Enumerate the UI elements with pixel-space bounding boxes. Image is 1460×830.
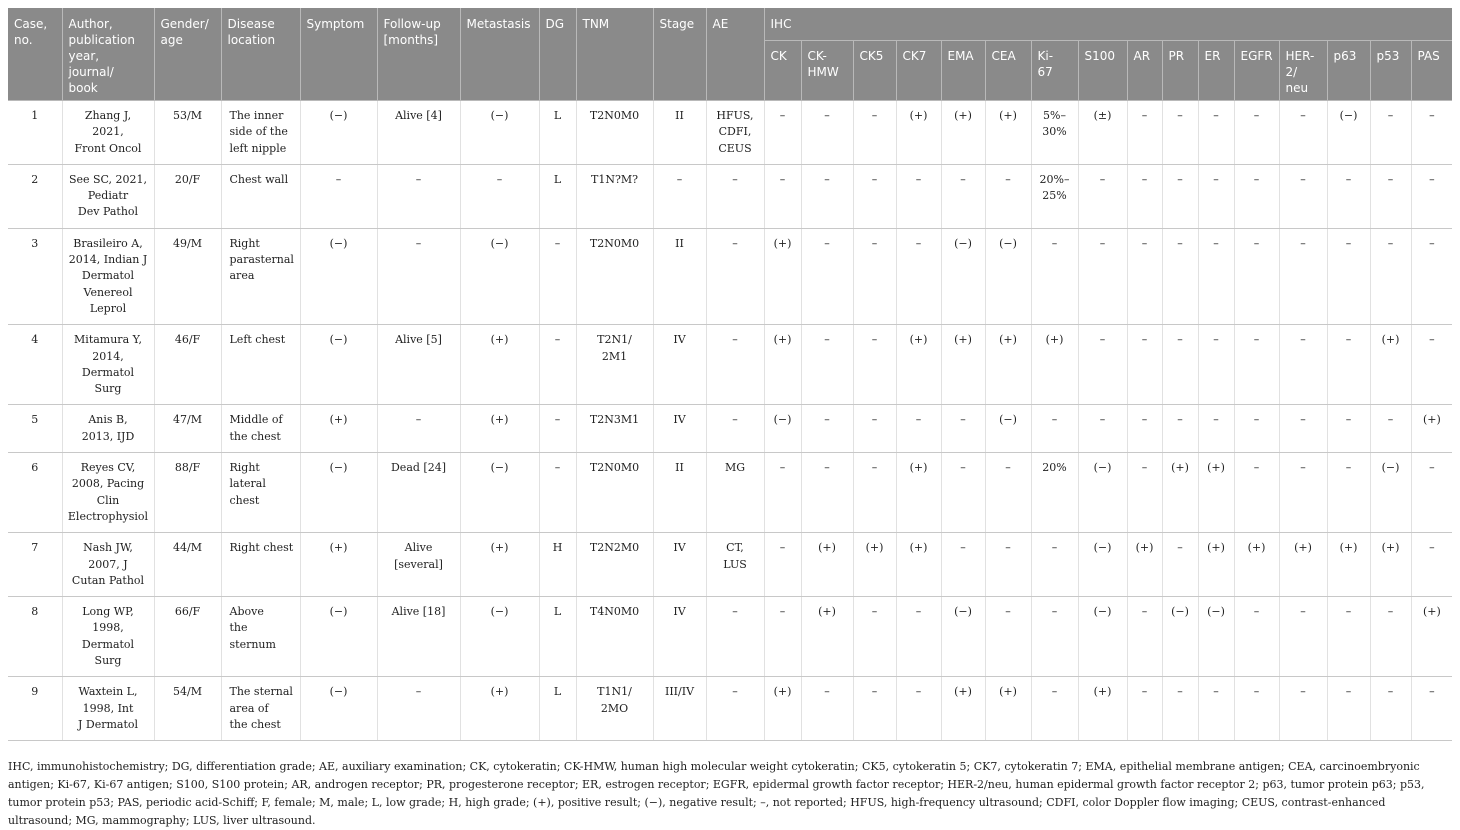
- cell-ihc-pr: –: [1162, 101, 1198, 165]
- cell-ihc-ar: –: [1127, 677, 1162, 741]
- cell-ihc-er: –: [1198, 228, 1234, 324]
- cell-ihc-her2neu: –: [1279, 453, 1327, 533]
- column-header-ihc-er: ER: [1198, 41, 1234, 101]
- cell-ihc-p63: –: [1327, 325, 1370, 405]
- cell-author: Brasileiro A, 2014, Indian J Dermatol Venereol Leprol: [62, 228, 154, 324]
- cell-ihc-pr: –: [1162, 533, 1198, 597]
- column-header-ihc-cea: CEA: [985, 41, 1031, 101]
- cell-dg: –: [539, 453, 576, 533]
- cell-ihc-ki67: –: [1031, 597, 1078, 677]
- cell-location: The inner side of the left nipple: [221, 101, 300, 165]
- cell-metastasis: (−): [460, 597, 539, 677]
- cell-ihc-p63: –: [1327, 164, 1370, 228]
- column-header-author: Author, publication year, journal/ book: [62, 8, 154, 101]
- cell-ihc-ckhmw: –: [801, 325, 853, 405]
- cell-case: 8: [8, 597, 62, 677]
- cell-location: Middle of the chest: [221, 405, 300, 453]
- cell-ihc-her2neu: –: [1279, 597, 1327, 677]
- cell-ihc-ckhmw: (+): [801, 533, 853, 597]
- cell-ihc-ema: –: [941, 405, 985, 453]
- table-row: [8, 677, 1452, 741]
- cell-ihc-ck7: (+): [896, 533, 941, 597]
- cell-dg: L: [539, 597, 576, 677]
- column-header-symptom: Symptom: [300, 8, 377, 101]
- cell-ihc-ck5: (+): [853, 533, 896, 597]
- cell-dg: L: [539, 101, 576, 165]
- cell-symptom: (−): [300, 325, 377, 405]
- cell-metastasis: (+): [460, 405, 539, 453]
- cell-case: 6: [8, 453, 62, 533]
- cell-ihc-ema: (+): [941, 677, 985, 741]
- table-footnote: IHC, immunohistochemistry; DG, differentiation grade; AE, auxiliary examination; CK, cytokeratin; CK-HMW, human high molecular weight cytokeratin; CK5, cytokeratin 5; CK7, cytokeratin 7; EMA, epithelial membrane antigen; CEA, carcinoembryonic antigen; Ki-67, Ki-67 antigen; S100, S100 protein; AR, androgen receptor; PR, progesterone receptor; ER, estrogen receptor; EGFR, epidermal growth factor receptor; HER-2/neu, human epidermal growth factor receptor 2; p63, tumor protein p63; p53, tumor protein p53; PAS, periodic acid-Schiff; F, female; M, male; L, low grade; H, high grade; (+), positive result; (−), negative result; –, not reported; HFUS, high-frequency ultrasound; CDFI, color Doppler flow imaging; CEUS, contrast-enhanced ultrasound; MG, mammography; LUS, liver ultrasound.: [8, 760, 1425, 827]
- cell-ihc-pr: –: [1162, 228, 1198, 324]
- cell-followup: Alive [several]: [377, 533, 460, 597]
- cell-ihc-p63: –: [1327, 677, 1370, 741]
- cell-ihc-pas: –: [1411, 325, 1452, 405]
- cell-ihc-p63: –: [1327, 597, 1370, 677]
- cell-ihc-egfr: –: [1234, 677, 1279, 741]
- cell-ihc-her2neu: –: [1279, 405, 1327, 453]
- cell-ihc-ck7: –: [896, 405, 941, 453]
- cell-ihc-s100: –: [1078, 164, 1127, 228]
- cell-ihc-ck5: –: [853, 228, 896, 324]
- cell-ihc-ck: –: [764, 164, 801, 228]
- cell-followup: –: [377, 164, 460, 228]
- cell-ihc-pr: –: [1162, 405, 1198, 453]
- column-header-ihc-ema: EMA: [941, 41, 985, 101]
- cell-ihc-p53: –: [1370, 228, 1411, 324]
- cell-ihc-her2neu: (+): [1279, 533, 1327, 597]
- column-header-tnm: TNM: [576, 8, 653, 101]
- cell-stage: –: [653, 164, 706, 228]
- cell-ihc-ar: –: [1127, 101, 1162, 165]
- column-header-ihc-pr: PR: [1162, 41, 1198, 101]
- cell-location: The sternal area of the chest: [221, 677, 300, 741]
- cell-ihc-ema: –: [941, 164, 985, 228]
- cell-ihc-ck5: –: [853, 405, 896, 453]
- cell-ihc-er: –: [1198, 164, 1234, 228]
- cell-ihc-s100: (±): [1078, 101, 1127, 165]
- cell-gender: 88/F: [154, 453, 221, 533]
- cell-author: Anis B, 2013, IJD: [62, 405, 154, 453]
- column-header-dg: DG: [539, 8, 576, 101]
- cell-symptom: (−): [300, 453, 377, 533]
- cell-ihc-ar: –: [1127, 325, 1162, 405]
- cell-gender: 47/M: [154, 405, 221, 453]
- cell-author: Zhang J, 2021, Front Oncol: [62, 101, 154, 165]
- cell-case: 9: [8, 677, 62, 741]
- cell-ihc-ki67: –: [1031, 405, 1078, 453]
- cell-ihc-egfr: –: [1234, 325, 1279, 405]
- cell-gender: 66/F: [154, 597, 221, 677]
- table-body: [8, 101, 1452, 741]
- cell-ihc-cea: –: [985, 164, 1031, 228]
- table-container: [8, 8, 1452, 741]
- cell-ihc-p53: –: [1370, 597, 1411, 677]
- table-row: [8, 228, 1452, 324]
- cell-ae: MG: [706, 453, 764, 533]
- cell-gender: 54/M: [154, 677, 221, 741]
- cell-ihc-ck: (+): [764, 228, 801, 324]
- cell-ihc-s100: (+): [1078, 677, 1127, 741]
- cell-metastasis: (−): [460, 228, 539, 324]
- cell-ae: –: [706, 677, 764, 741]
- case-summary-table: [8, 8, 1452, 741]
- cell-ihc-ck5: –: [853, 677, 896, 741]
- cell-ihc-er: (+): [1198, 533, 1234, 597]
- cell-case: 3: [8, 228, 62, 324]
- cell-ihc-ar: –: [1127, 405, 1162, 453]
- cell-ihc-ckhmw: (+): [801, 597, 853, 677]
- cell-ihc-ck: (−): [764, 405, 801, 453]
- cell-ihc-egfr: –: [1234, 101, 1279, 165]
- cell-dg: –: [539, 405, 576, 453]
- cell-ihc-er: –: [1198, 101, 1234, 165]
- cell-author: See SC, 2021, Pediatr Dev Pathol: [62, 164, 154, 228]
- cell-ihc-ki67: –: [1031, 228, 1078, 324]
- cell-ihc-ck7: (+): [896, 101, 941, 165]
- cell-dg: –: [539, 325, 576, 405]
- cell-ihc-pr: (−): [1162, 597, 1198, 677]
- cell-symptom: –: [300, 164, 377, 228]
- column-header-ihc-p53: p53: [1370, 41, 1411, 101]
- table-row: [8, 405, 1452, 453]
- cell-ihc-ck: –: [764, 533, 801, 597]
- table-row: [8, 453, 1452, 533]
- cell-ihc-her2neu: –: [1279, 325, 1327, 405]
- cell-ihc-cea: (−): [985, 405, 1031, 453]
- cell-author: Waxtein L, 1998, Int J Dermatol: [62, 677, 154, 741]
- cell-ihc-egfr: (+): [1234, 533, 1279, 597]
- cell-dg: L: [539, 164, 576, 228]
- column-header-ihc-her2neu: HER- 2/ neu: [1279, 41, 1327, 101]
- cell-ihc-p63: –: [1327, 228, 1370, 324]
- cell-ihc-p63: –: [1327, 405, 1370, 453]
- cell-ihc-egfr: –: [1234, 405, 1279, 453]
- cell-ihc-ck7: –: [896, 228, 941, 324]
- cell-ihc-s100: –: [1078, 325, 1127, 405]
- cell-ihc-s100: (−): [1078, 453, 1127, 533]
- cell-ihc-s100: –: [1078, 228, 1127, 324]
- cell-followup: Dead [24]: [377, 453, 460, 533]
- cell-followup: Alive [5]: [377, 325, 460, 405]
- cell-ihc-ar: (+): [1127, 533, 1162, 597]
- cell-ihc-ck5: –: [853, 597, 896, 677]
- cell-location: Above the sternum: [221, 597, 300, 677]
- cell-ihc-ck: –: [764, 597, 801, 677]
- cell-author: Mitamura Y, 2014, Dermatol Surg: [62, 325, 154, 405]
- cell-case: 4: [8, 325, 62, 405]
- cell-followup: –: [377, 228, 460, 324]
- cell-tnm: T2N0M0: [576, 453, 653, 533]
- cell-ihc-pas: –: [1411, 453, 1452, 533]
- cell-tnm: T1N1/ 2MO: [576, 677, 653, 741]
- cell-ihc-ar: –: [1127, 597, 1162, 677]
- table-header: [8, 8, 1452, 101]
- cell-gender: 44/M: [154, 533, 221, 597]
- cell-ihc-p53: (+): [1370, 325, 1411, 405]
- cell-ihc-pas: –: [1411, 101, 1452, 165]
- column-header-ihc-egfr: EGFR: [1234, 41, 1279, 101]
- cell-ihc-p53: –: [1370, 101, 1411, 165]
- cell-symptom: (−): [300, 228, 377, 324]
- cell-ihc-her2neu: –: [1279, 677, 1327, 741]
- cell-ae: –: [706, 164, 764, 228]
- cell-ihc-s100: (−): [1078, 533, 1127, 597]
- cell-ae: CT, LUS: [706, 533, 764, 597]
- cell-followup: –: [377, 405, 460, 453]
- cell-stage: II: [653, 453, 706, 533]
- cell-ihc-er: –: [1198, 677, 1234, 741]
- cell-ihc-p53: –: [1370, 405, 1411, 453]
- cell-ihc-ck: (+): [764, 325, 801, 405]
- cell-ihc-ema: (−): [941, 228, 985, 324]
- cell-ihc-her2neu: –: [1279, 101, 1327, 165]
- cell-ihc-ck: –: [764, 101, 801, 165]
- cell-ihc-cea: (−): [985, 228, 1031, 324]
- cell-ihc-pr: (+): [1162, 453, 1198, 533]
- cell-metastasis: (+): [460, 533, 539, 597]
- cell-ihc-p53: (+): [1370, 533, 1411, 597]
- cell-stage: II: [653, 101, 706, 165]
- cell-location: Right lateral chest: [221, 453, 300, 533]
- cell-ihc-egfr: –: [1234, 453, 1279, 533]
- cell-ihc-er: (+): [1198, 453, 1234, 533]
- cell-ihc-pas: –: [1411, 228, 1452, 324]
- cell-ihc-pas: –: [1411, 164, 1452, 228]
- cell-ihc-cea: (+): [985, 325, 1031, 405]
- cell-symptom: (−): [300, 597, 377, 677]
- cell-ihc-ar: –: [1127, 164, 1162, 228]
- cell-ihc-egfr: –: [1234, 228, 1279, 324]
- cell-ihc-ck5: –: [853, 325, 896, 405]
- cell-symptom: (+): [300, 533, 377, 597]
- cell-ihc-ckhmw: –: [801, 228, 853, 324]
- cell-ihc-cea: (+): [985, 101, 1031, 165]
- cell-dg: L: [539, 677, 576, 741]
- column-header-ihc-ckhmw: CK- HMW: [801, 41, 853, 101]
- cell-tnm: T1N?M?: [576, 164, 653, 228]
- cell-stage: IV: [653, 597, 706, 677]
- cell-metastasis: (−): [460, 101, 539, 165]
- cell-ihc-pas: –: [1411, 533, 1452, 597]
- cell-stage: IV: [653, 325, 706, 405]
- cell-ihc-ar: –: [1127, 228, 1162, 324]
- cell-metastasis: –: [460, 164, 539, 228]
- column-header-ae: AE: [706, 8, 764, 101]
- column-header-ihc-ki67: Ki- 67: [1031, 41, 1078, 101]
- column-header-location: Disease location: [221, 8, 300, 101]
- cell-tnm: T2N0M0: [576, 101, 653, 165]
- cell-stage: IV: [653, 405, 706, 453]
- cell-ihc-ck5: –: [853, 101, 896, 165]
- cell-ihc-ck5: –: [853, 164, 896, 228]
- cell-tnm: T4N0M0: [576, 597, 653, 677]
- cell-ihc-ki67: 20%: [1031, 453, 1078, 533]
- cell-ihc-ema: –: [941, 533, 985, 597]
- cell-ae: –: [706, 228, 764, 324]
- cell-ihc-her2neu: –: [1279, 228, 1327, 324]
- cell-ihc-ckhmw: –: [801, 101, 853, 165]
- table-row: [8, 164, 1452, 228]
- column-header-ihc-ck7: CK7: [896, 41, 941, 101]
- cell-author: Long WP, 1998, Dermatol Surg: [62, 597, 154, 677]
- cell-gender: 53/M: [154, 101, 221, 165]
- cell-ihc-p63: –: [1327, 453, 1370, 533]
- cell-case: 5: [8, 405, 62, 453]
- cell-ihc-pr: –: [1162, 677, 1198, 741]
- cell-gender: 20/F: [154, 164, 221, 228]
- cell-ihc-pas: (+): [1411, 597, 1452, 677]
- cell-ihc-cea: (+): [985, 677, 1031, 741]
- cell-stage: IV: [653, 533, 706, 597]
- cell-ihc-p63: (+): [1327, 533, 1370, 597]
- cell-ihc-ki67: –: [1031, 533, 1078, 597]
- cell-ihc-cea: –: [985, 597, 1031, 677]
- cell-ihc-ck: (+): [764, 677, 801, 741]
- cell-metastasis: (+): [460, 677, 539, 741]
- cell-case: 7: [8, 533, 62, 597]
- cell-author: Nash JW, 2007, J Cutan Pathol: [62, 533, 154, 597]
- column-header-ihc-ar: AR: [1127, 41, 1162, 101]
- cell-ihc-ar: –: [1127, 453, 1162, 533]
- cell-location: Chest wall: [221, 164, 300, 228]
- cell-ae: –: [706, 325, 764, 405]
- cell-ihc-ck7: –: [896, 677, 941, 741]
- column-header-ihc-ck5: CK5: [853, 41, 896, 101]
- cell-gender: 46/F: [154, 325, 221, 405]
- cell-ihc-er: –: [1198, 405, 1234, 453]
- cell-ihc-cea: –: [985, 453, 1031, 533]
- cell-metastasis: (+): [460, 325, 539, 405]
- cell-location: Right chest: [221, 533, 300, 597]
- cell-symptom: (−): [300, 101, 377, 165]
- table-row: [8, 597, 1452, 677]
- cell-ihc-ki67: –: [1031, 677, 1078, 741]
- cell-ihc-p63: (−): [1327, 101, 1370, 165]
- cell-ihc-p53: (−): [1370, 453, 1411, 533]
- column-header-case: Case, no.: [8, 8, 62, 101]
- table-row: [8, 533, 1452, 597]
- cell-ihc-ck5: –: [853, 453, 896, 533]
- column-header-followup: Follow-up [months]: [377, 8, 460, 101]
- cell-ihc-ckhmw: –: [801, 453, 853, 533]
- cell-ihc-s100: (−): [1078, 597, 1127, 677]
- table-row: [8, 101, 1452, 165]
- cell-ihc-ema: (−): [941, 597, 985, 677]
- cell-stage: II: [653, 228, 706, 324]
- cell-ihc-egfr: –: [1234, 597, 1279, 677]
- cell-ihc-s100: –: [1078, 405, 1127, 453]
- cell-ihc-egfr: –: [1234, 164, 1279, 228]
- cell-tnm: T2N0M0: [576, 228, 653, 324]
- cell-gender: 49/M: [154, 228, 221, 324]
- cell-ihc-er: –: [1198, 325, 1234, 405]
- column-header-stage: Stage: [653, 8, 706, 101]
- cell-ihc-ck7: (+): [896, 453, 941, 533]
- cell-ihc-ema: –: [941, 453, 985, 533]
- cell-ihc-her2neu: –: [1279, 164, 1327, 228]
- cell-tnm: T2N3M1: [576, 405, 653, 453]
- cell-ihc-ki67: 5%– 30%: [1031, 101, 1078, 165]
- cell-ihc-ck7: –: [896, 164, 941, 228]
- cell-followup: Alive [18]: [377, 597, 460, 677]
- cell-ihc-ki67: (+): [1031, 325, 1078, 405]
- cell-symptom: (−): [300, 677, 377, 741]
- cell-ihc-cea: –: [985, 533, 1031, 597]
- table-row: [8, 325, 1452, 405]
- cell-followup: Alive [4]: [377, 101, 460, 165]
- cell-location: Right parasternal area: [221, 228, 300, 324]
- cell-ae: –: [706, 405, 764, 453]
- cell-ihc-pas: (+): [1411, 405, 1452, 453]
- cell-ihc-er: (−): [1198, 597, 1234, 677]
- cell-ihc-ckhmw: –: [801, 164, 853, 228]
- column-group-header-ihc: IHC: [764, 8, 1452, 41]
- cell-case: 2: [8, 164, 62, 228]
- cell-followup: –: [377, 677, 460, 741]
- cell-stage: III/IV: [653, 677, 706, 741]
- column-header-gender: Gender/ age: [154, 8, 221, 101]
- cell-dg: –: [539, 228, 576, 324]
- cell-ae: HFUS, CDFI, CEUS: [706, 101, 764, 165]
- column-header-metastasis: Metastasis: [460, 8, 539, 101]
- cell-author: Reyes CV, 2008, Pacing Clin Electrophysiol: [62, 453, 154, 533]
- column-header-ihc-ck: CK: [764, 41, 801, 101]
- cell-ihc-ckhmw: –: [801, 405, 853, 453]
- cell-tnm: T2N1/ 2M1: [576, 325, 653, 405]
- cell-ihc-pr: –: [1162, 325, 1198, 405]
- cell-ae: –: [706, 597, 764, 677]
- cell-metastasis: (−): [460, 453, 539, 533]
- cell-ihc-ck7: (+): [896, 325, 941, 405]
- cell-ihc-p53: –: [1370, 677, 1411, 741]
- cell-ihc-ema: (+): [941, 325, 985, 405]
- cell-ihc-pas: –: [1411, 677, 1452, 741]
- cell-location: Left chest: [221, 325, 300, 405]
- column-header-ihc-p63: p63: [1327, 41, 1370, 101]
- column-header-ihc-pas: PAS: [1411, 41, 1452, 101]
- cell-ihc-ck7: –: [896, 597, 941, 677]
- cell-ihc-pr: –: [1162, 164, 1198, 228]
- cell-tnm: T2N2M0: [576, 533, 653, 597]
- cell-case: 1: [8, 101, 62, 165]
- cell-ihc-ki67: 20%– 25%: [1031, 164, 1078, 228]
- cell-ihc-ema: (+): [941, 101, 985, 165]
- cell-ihc-p53: –: [1370, 164, 1411, 228]
- cell-ihc-ckhmw: –: [801, 677, 853, 741]
- cell-ihc-ck: –: [764, 453, 801, 533]
- cell-dg: H: [539, 533, 576, 597]
- column-header-ihc-s100: S100: [1078, 41, 1127, 101]
- cell-symptom: (+): [300, 405, 377, 453]
